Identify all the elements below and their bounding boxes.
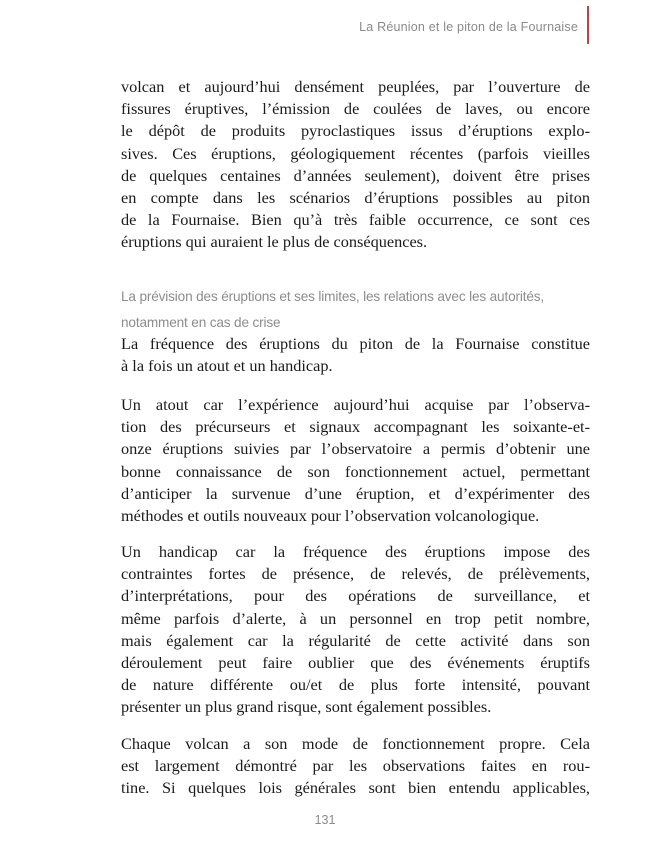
text-line: mais également car la régularité de cette activité dans son [121, 630, 590, 650]
page-number: 131 [314, 813, 336, 827]
text-line: d’interprétations, pour des opérations de surveillance, et [121, 586, 590, 606]
text-line: d’anticiper la survenue d’une éruption, et d’expérimenter des [121, 483, 590, 503]
text-line: de quelques centaines d’années seulement), doivent être prises [121, 165, 590, 185]
text-line: de la Fournaise. Bien qu’à très faible occurrence, ce sont ces [121, 210, 590, 230]
text-line: présenter un plus grand risque, sont également possibles. [121, 697, 492, 717]
text-line: fissures éruptives, l’émission de coulées de laves, ou encore [121, 99, 590, 119]
paragraph [121, 733, 590, 800]
text-line: tion des précurseurs et signaux accompagnant les soixante-et- [121, 417, 590, 437]
text-line: en compte dans les scénarios d’éruptions possibles au piton [121, 187, 590, 207]
text-line: méthodes et outils nouveaux pour l’observation volcanologique. [121, 505, 540, 525]
text-line: bonne connaissance de son fonctionnement actuel, permettant [121, 461, 590, 481]
text-line: éruptions qui auraient le plus de conséquences. [121, 232, 428, 252]
text-line: de nature différente ou/et de plus forte intensité, pouvant [121, 675, 590, 695]
text-line: déroulement peut faire oublier que des événements éruptifs [121, 652, 590, 672]
text-line: contraintes fortes de présence, de relevés, de prélèvements, [121, 564, 590, 584]
text-line: le dépôt de produits pyroclastiques issus d’éruptions explo- [121, 121, 590, 141]
heading-line: notamment en cas de crise [121, 315, 281, 330]
text-line: volcan et aujourd’hui densément peuplées, par l’ouverture de [121, 77, 590, 96]
text-line: sives. Ces éruptions, géologiquement récentes (parfois vieilles [121, 143, 590, 163]
paragraph [121, 394, 590, 527]
text-line: Un atout car l’expérience aujourd’hui acquise par l’observa- [121, 395, 590, 414]
paragraph [121, 541, 590, 719]
text-line: tine. Si quelques lois générales sont bien entendu applicables, [121, 778, 590, 798]
text-line: onze éruptions suivies par l’observatoire a permis d’obtenir une [121, 439, 590, 459]
running-head: La Réunion et le piton de la Fournaise [359, 20, 578, 34]
section-heading [121, 284, 590, 336]
text-line: Chaque volcan a son mode de fonctionnement propre. Cela [121, 734, 590, 753]
heading-line: La prévision des éruptions et ses limites, les relations avec les autorités, [121, 289, 545, 304]
text-line: à la fois un atout et un handicap. [121, 356, 333, 376]
paragraph-continued [121, 76, 590, 254]
text-line: est largement démontré par les observations faites en rou- [121, 756, 590, 776]
paragraph [121, 333, 590, 377]
text-line: même parfois d’alerte, à un personnel en trop petit nombre, [121, 608, 590, 628]
running-head-rule [587, 6, 589, 44]
text-line: La fréquence des éruptions du piton de la Fournaise constitue [121, 334, 590, 353]
text-line: Un handicap car la fréquence des éruptions impose des [121, 542, 590, 561]
